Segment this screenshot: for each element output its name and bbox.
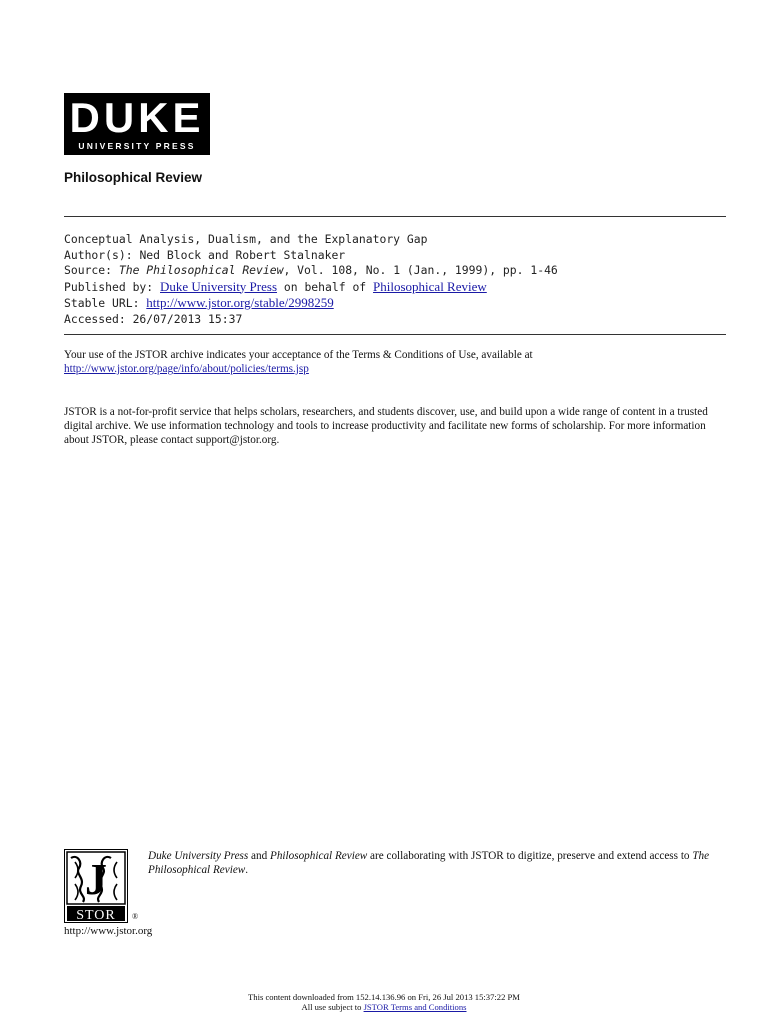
footer-terms-link[interactable]: JSTOR Terms and Conditions [363,1002,467,1012]
source-line [64,263,558,279]
journal-link[interactable]: Philosophical Review [373,278,487,294]
published-by-line [64,279,558,296]
registered-mark: ® [132,912,139,921]
use-terms-line [0,1002,768,1012]
published-by-label: Published by: [64,279,154,294]
duke-university-press-logo [64,93,210,155]
terms-text: Your use of the JSTOR archive indicates your acceptance of the Terms & Conditions of Use, available at [64,349,533,361]
download-info: This content downloaded from 152.14.136.96 on Fri, 26 Jul 2013 15:37:22 PM [248,992,520,1002]
on-behalf-text: on behalf of [283,279,367,294]
source-journal: The Philosophical Review [118,263,284,277]
stable-url-label: Stable URL: [64,296,140,310]
collaboration-notice [148,849,733,877]
jstor-logo-graphic [65,850,127,922]
divider-middle [64,334,726,335]
source-details: , Vol. 108, No. 1 (Jan., 1999), pp. 1-46 [283,263,558,277]
authors: Ned Block and Robert Stalnaker [139,247,346,262]
article-title: Conceptual Analysis, Dualism, and the Explanatory Gap [64,232,428,246]
stable-url-line [64,295,558,312]
use-prefix: All use subject to [301,1002,364,1012]
stable-url-link[interactable]: http://www.jstor.org/stable/2998259 [146,295,334,310]
publisher-link[interactable]: Duke University Press [160,278,278,294]
jstor-logo [64,849,128,923]
terms-notice [64,348,726,376]
source-label: Source: [64,263,113,277]
duke-logo-subtitle: UNIVERSITY PRESS [78,141,196,151]
authors-line [64,248,558,264]
collab-middle: are collaborating with JSTOR to digitize, preserve and extend access to [367,850,693,862]
collab-journal-full: The Philosophical Review [148,850,710,876]
divider-top [64,216,726,217]
download-footer [0,992,768,1012]
collab-journal: Philosophical Review [270,850,368,862]
jstor-about-text: JSTOR is a not-for-profit service that helps scholars, researchers, and students discover, use, and build upon a wide range of content in a trusted digital archive. We use information technology and tools to increase productivity and facilitate new forms of scholarship. For more information about JSTOR, please contact support@jstor.org. [64,406,708,446]
accessed-line: Accessed: 26/07/2013 15:37 [64,311,243,326]
authors-label: Author(s): [64,247,133,262]
terms-link[interactable]: http://www.jstor.org/page/info/about/policies/terms.jsp [64,363,309,375]
jstor-logo-word: STOR [76,908,116,922]
duke-logo-word: DUKE [69,94,205,141]
jstor-logo-letter: J [85,855,107,904]
citation-block [64,232,558,327]
collab-end: . [245,864,249,876]
journal-title: Philosophical Review [64,170,203,185]
collab-publisher: Duke University Press [148,850,249,862]
collab-and: and [248,850,270,862]
jstor-home-url[interactable]: http://www.jstor.org [64,925,153,937]
